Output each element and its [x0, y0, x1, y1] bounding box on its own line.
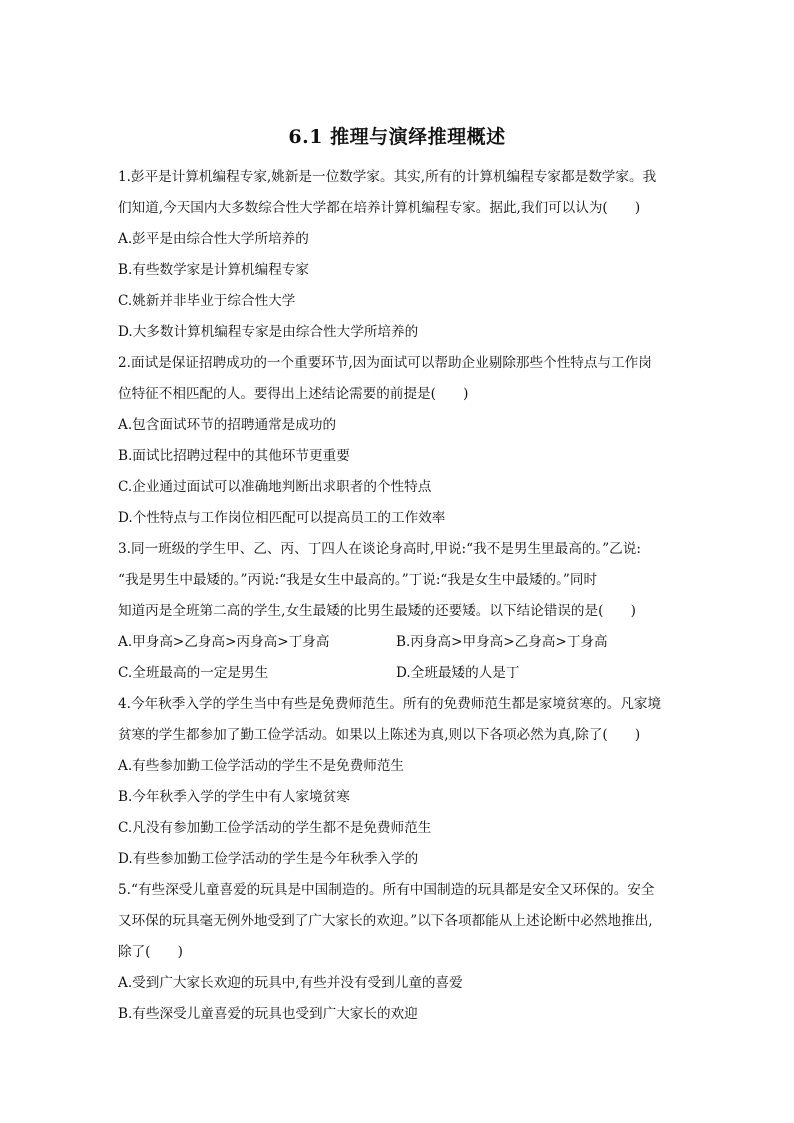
- question-stem-line: 们知道,今天国内大多数综合性大学都在培养计算机编程专家。据此,我们可以认为( ): [118, 200, 641, 216]
- question-stem-line: 5.“有些深受儿童喜爱的玩具是中国制造的。所有中国制造的玩具都是安全又环保的。安全: [118, 882, 655, 898]
- option-b: B.有些深受儿童喜爱的玩具也受到广大家长的欢迎: [118, 1006, 418, 1022]
- option-b: B.丙身高>甲身高>乙身高>丁身高: [396, 634, 608, 650]
- option-c: C.全班最高的一定是男生: [118, 665, 269, 681]
- option-a: A.有些参加勤工俭学活动的学生不是免费师范生: [118, 758, 405, 774]
- question-stem-line: 2.面试是保证招聘成功的一个重要环节,因为面试可以帮助企业剔除那些个性特点与工作岗: [118, 355, 652, 371]
- option-row: [118, 627, 678, 658]
- option-b: B.有些数学家是计算机编程专家: [118, 262, 310, 278]
- option-c: C.凡没有参加勤工俭学活动的学生都不是免费师范生: [118, 820, 432, 836]
- question-stem-line: 贫寒的学生都参加了勤工俭学活动。如果以上陈述为真,则以下各项必然为真,除了( ): [118, 727, 641, 743]
- question-stem-line: 位特征不相匹配的人。要得出上述结论需要的前提是( ): [118, 386, 469, 402]
- option-a: A.受到广大家长欢迎的玩具中,有些并没有受到儿童的喜爱: [118, 975, 463, 991]
- question-stem-line: 3.同一班级的学生甲、乙、丙、丁四人在谈论身高时,甲说:“我不是男生里最高的。”乙说:: [118, 541, 641, 557]
- option-d: D.有些参加勤工俭学活动的学生是今年秋季入学的: [118, 851, 419, 867]
- option-d: D.全班最矮的人是丁: [396, 665, 520, 681]
- option-a: A.包含面试环节的招聘通常是成功的: [118, 417, 337, 433]
- question-3: [118, 534, 678, 689]
- question-stem-line: 1.彭平是计算机编程专家,姚新是一位数学家。其实,所有的计算机编程专家都是数学家。我: [118, 169, 657, 185]
- question-stem-line: 4.今年秋季入学的学生当中有些是免费师范生。所有的免费师范生都是家境贫寒的。凡家境: [118, 696, 662, 712]
- option-b: B.面试比招聘过程中的其他环节更重要: [118, 448, 350, 464]
- question-2: [118, 348, 678, 534]
- question-4: [118, 689, 678, 875]
- question-list: [118, 162, 678, 1030]
- question-stem-line: 又环保的玩具毫无例外地受到了广大家长的欢迎。”以下各项都能从上述论断中必然地推出,: [118, 913, 653, 929]
- question-stem-line: 知道丙是全班第二高的学生,女生最矮的比男生最矮的还要矮。以下结论错误的是( ): [118, 603, 636, 619]
- option-d: D.个性特点与工作岗位相匹配可以提高员工的工作效率: [118, 510, 446, 526]
- question-stem-line: 除了( ): [118, 944, 183, 960]
- option-b: B.今年秋季入学的学生中有人家境贫寒: [118, 789, 350, 805]
- option-a: A.甲身高>乙身高>丙身高>丁身高: [118, 634, 330, 650]
- page-title: 6.1 推理与演绎推理概述: [288, 126, 506, 148]
- question-1: [118, 162, 678, 348]
- option-c: C.企业通过面试可以准确地判断出求职者的个性特点: [118, 479, 432, 495]
- option-d: D.大多数计算机编程专家是由综合性大学所培养的: [118, 324, 419, 340]
- option-row: [118, 658, 678, 689]
- option-c: C.姚新并非毕业于综合性大学: [118, 293, 296, 309]
- question-stem-line: “我是男生中最矮的。”丙说:“我是女生中最高的。”丁说:“我是女生中最矮的。”同时: [118, 572, 598, 588]
- option-a: A.彭平是由综合性大学所培养的: [118, 231, 309, 247]
- question-5: [118, 875, 678, 1030]
